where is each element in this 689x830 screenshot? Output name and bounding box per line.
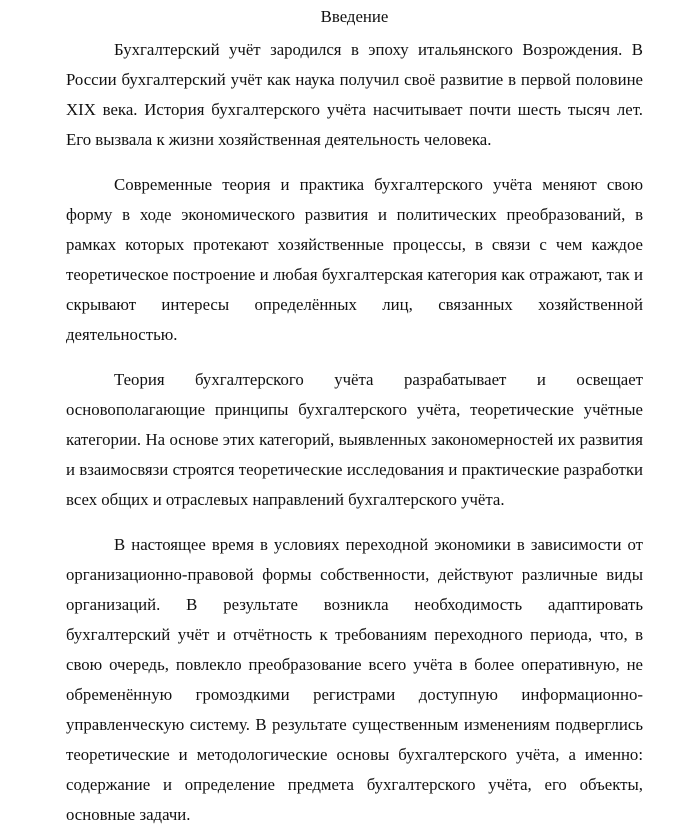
document-title: Введение xyxy=(320,7,389,26)
paragraph-history: Бухгалтерский учёт зародился в эпоху итальянского Возрождения. В России бухгалтерский учёт как наука получил своё развитие в первой половине XIX века. История бухгалтерского учёта насчитывает почти шесть тысяч лет. Его вызвала к жизни хозяйственная деятельность человека. xyxy=(66,40,643,149)
paragraph-current-state: В настоящее время в условиях переходной экономики в зависимости от организационно-правовой формы собственности, действуют различные виды организаций. В результате возникла необходимость адаптировать бухгалтерский учёт и отчётность к требованиям переходного периода, что, в свою очередь, повлекло преобразование всего учёта в более оперативную, не обременённую громоздкими регистрами доступную информационно-управленческую систему. В результате существенным изменениям подверглись теоретические и методологические основы бухгалтерского учёта, а именно: содержание и определение предмета бухгалтерского учёта, его объекты, основные задачи. xyxy=(66,535,643,824)
paragraph-theory-principles: Теория бухгалтерского учёта разрабатывает и освещает основополагающие принципы бухгалтерского учёта, теоретические учётные категории. На основе этих категорий, выявленных закономерностей их развития и взаимосвязи строятся теоретические исследования и практические разработки всех общих и отраслевых направлений бухгалтерского учёта. xyxy=(66,370,643,509)
document-page xyxy=(66,0,643,830)
paragraph-modern-theory: Современные теория и практика бухгалтерского учёта меняют свою форму в ходе экономического развития и политических преобразований, в рамках которых протекают хозяйственные процессы, в связи с чем каждое теоретическое построение и любая бухгалтерская категория как отражают, так и скрывают интересы определённых лиц, связанных хозяйственной деятельностью. xyxy=(66,175,643,344)
